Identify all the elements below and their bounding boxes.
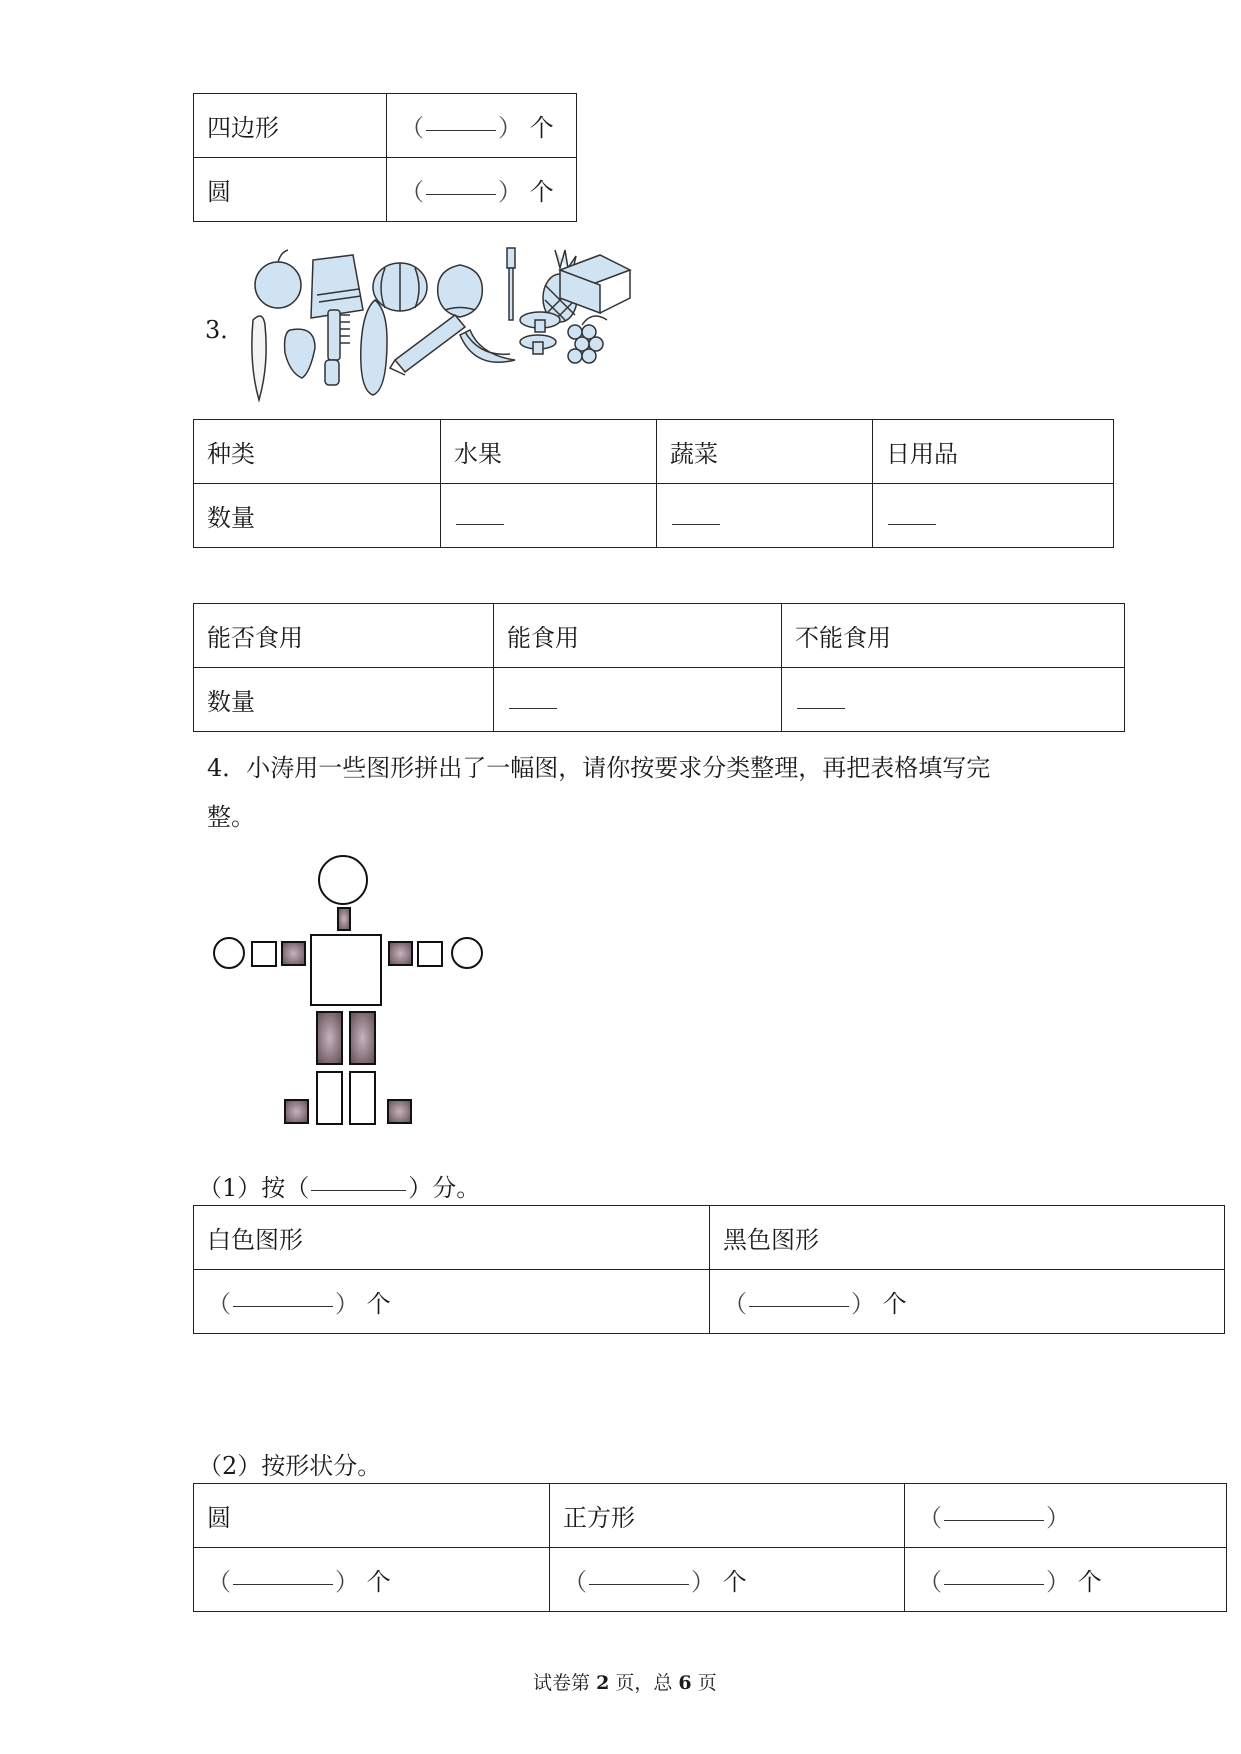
table-row xyxy=(194,484,1114,548)
banana-icon xyxy=(460,330,515,362)
right-shin-rect xyxy=(350,1072,375,1124)
table-row xyxy=(194,1270,1225,1334)
comb-icon xyxy=(325,310,350,385)
answer-blank[interactable] xyxy=(509,707,557,709)
table-row xyxy=(194,668,1125,732)
right-square-white xyxy=(418,942,442,966)
row-label-quantity: 数量 xyxy=(194,668,494,732)
answer-blank[interactable] xyxy=(426,193,496,195)
fruit-count-cell xyxy=(441,484,657,548)
head-circle xyxy=(319,856,367,904)
apple-icon xyxy=(255,250,301,308)
other-shape-count-cell: （ ） 个 xyxy=(905,1548,1227,1612)
table-row xyxy=(194,158,577,222)
body-square xyxy=(311,935,381,1005)
daily-goods-count-cell xyxy=(873,484,1114,548)
header-white-shapes: 白色图形 xyxy=(194,1206,710,1270)
right-square-dark xyxy=(389,942,412,965)
left-thigh-rect xyxy=(317,1012,342,1064)
row-label-quantity: 数量 xyxy=(194,484,441,548)
strawberry-icon xyxy=(285,329,315,378)
not-edible-count-cell xyxy=(782,668,1125,732)
black-count-cell: （ ） 个 xyxy=(710,1270,1225,1334)
header-square: 正方形 xyxy=(550,1484,905,1548)
header-blank-shape: （ ） xyxy=(905,1484,1227,1548)
edible-count-table xyxy=(193,603,1125,732)
table-row xyxy=(194,1484,1227,1548)
left-foot-square xyxy=(285,1100,308,1123)
table-row xyxy=(194,1206,1225,1270)
header-edible: 能食用 xyxy=(494,604,782,668)
header-fruit: 水果 xyxy=(441,420,657,484)
white-count-cell: （ ） 个 xyxy=(194,1270,710,1334)
right-foot-square xyxy=(388,1100,411,1123)
circle-count-cell: （ ） 个 xyxy=(194,1548,550,1612)
grapes-icon xyxy=(568,316,607,363)
items-illustration xyxy=(245,240,695,410)
answer-blank[interactable] xyxy=(589,1583,689,1585)
toothbrush-icon xyxy=(507,248,515,320)
part2-prompt: （2）按形状分。 xyxy=(198,1452,382,1480)
question-4-text-line2: 整。 xyxy=(207,803,255,831)
header-not-edible: 不能食用 xyxy=(782,604,1125,668)
answer-blank[interactable] xyxy=(456,523,504,525)
table-row xyxy=(194,604,1125,668)
answer-blank[interactable] xyxy=(233,1305,333,1307)
edible-count-cell xyxy=(494,668,782,732)
vegetable-count-cell xyxy=(657,484,873,548)
total-page-number: 6 xyxy=(678,1672,692,1694)
question-4-text-line1: 4．小涛用一些图形拼出了一幅图，请你按要求分类整理，再把表格填写完 xyxy=(207,754,991,782)
count-cell: （ ） 个 xyxy=(387,94,577,158)
header-kind: 种类 xyxy=(194,420,441,484)
unit-label: 个 xyxy=(529,178,554,206)
answer-blank[interactable] xyxy=(311,1189,406,1191)
row-label-circle: 圆 xyxy=(194,158,387,222)
header-black-shapes: 黑色图形 xyxy=(710,1206,1225,1270)
table-row xyxy=(194,1548,1227,1612)
answer-blank[interactable] xyxy=(749,1305,849,1307)
header-edible-or-not: 能否食用 xyxy=(194,604,494,668)
left-square-dark xyxy=(282,942,305,965)
answer-blank[interactable] xyxy=(944,1583,1044,1585)
unit-label: 个 xyxy=(529,114,554,142)
towel-icon xyxy=(311,255,363,318)
right-thigh-rect xyxy=(350,1012,375,1064)
answer-blank[interactable] xyxy=(672,523,720,525)
eggplant-icon xyxy=(361,300,387,395)
table-row xyxy=(194,420,1114,484)
radish-icon xyxy=(252,316,266,400)
mushroom-icon xyxy=(520,312,560,354)
header-circle: 圆 xyxy=(194,1484,550,1548)
question-3-number: 3． xyxy=(205,316,245,344)
category-count-table xyxy=(193,419,1114,548)
answer-blank[interactable] xyxy=(888,523,936,525)
shape-classification-table xyxy=(193,1483,1227,1612)
answer-blank[interactable] xyxy=(426,129,496,131)
count-cell: （ ） 个 xyxy=(387,158,577,222)
square-count-cell: （ ） 个 xyxy=(550,1548,905,1612)
left-shin-rect xyxy=(317,1072,342,1124)
pumpkin-icon xyxy=(373,263,427,311)
neck-rect xyxy=(338,908,350,930)
shapes-count-table xyxy=(193,93,577,222)
table-row xyxy=(194,94,577,158)
answer-blank[interactable] xyxy=(944,1519,1044,1521)
left-square-white xyxy=(252,942,276,966)
part1-prompt: （1）按（ ）分。 xyxy=(198,1174,481,1202)
answer-blank[interactable] xyxy=(797,707,845,709)
robot-figure xyxy=(205,850,505,1130)
toothpaste-icon xyxy=(390,315,465,375)
right-hand-circle xyxy=(452,938,482,968)
header-vegetable: 蔬菜 xyxy=(657,420,873,484)
page-footer: 试卷第 2 页，总 6 页 xyxy=(533,1672,717,1694)
answer-blank[interactable] xyxy=(233,1583,333,1585)
left-hand-circle xyxy=(214,938,244,968)
row-label-quadrilateral: 四边形 xyxy=(194,94,387,158)
header-daily-goods: 日用品 xyxy=(873,420,1114,484)
peach-icon xyxy=(438,265,483,317)
color-classification-table xyxy=(193,1205,1225,1334)
current-page-number: 2 xyxy=(596,1672,610,1694)
